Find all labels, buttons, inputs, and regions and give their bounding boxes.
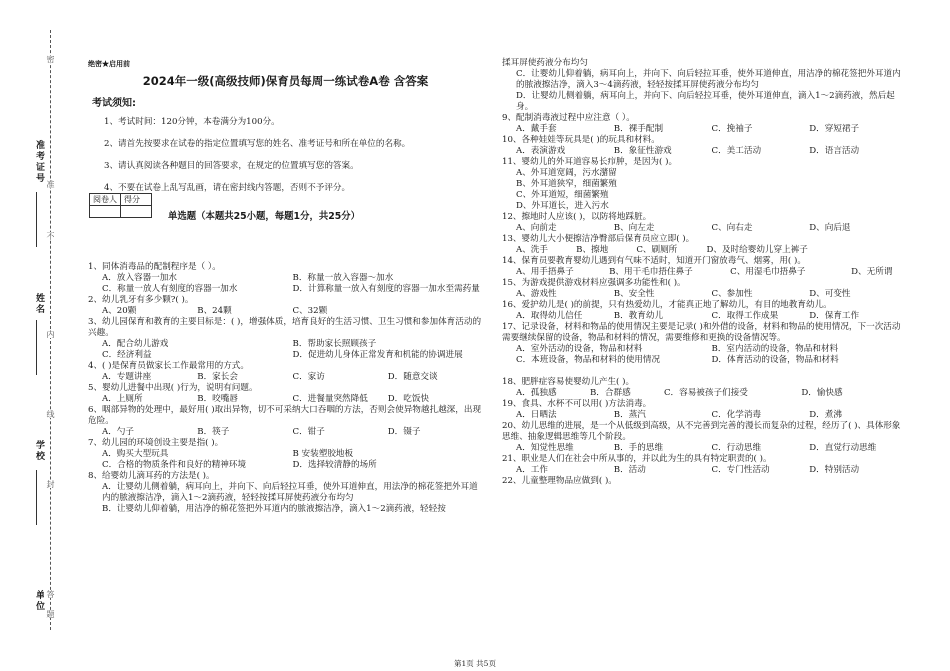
option-group	[88, 339, 483, 361]
option: B．帮助家长照顾孩子	[292, 339, 377, 349]
option: D．选择较清静的场所	[292, 460, 377, 470]
option: A．知觉性思维	[516, 443, 574, 453]
option-group	[502, 344, 907, 366]
option: A．上厕所	[102, 394, 143, 404]
option: A．戴手套	[516, 124, 557, 134]
option: D．体育活动的设备，物品和材料	[711, 355, 839, 365]
option: A．表演游戏	[516, 146, 566, 156]
option: C．钳子	[292, 427, 325, 437]
question: 11、婴幼儿的外耳道容易长疖肿，是因为( )。	[502, 157, 678, 167]
option: B．家长会	[197, 372, 238, 382]
option: A、洗手	[516, 245, 548, 255]
option: D．促进幼儿身体正常发育和机能的协调进展	[292, 350, 463, 360]
option: A、20颗	[102, 306, 137, 316]
option: A．专题讲座	[102, 372, 152, 382]
question: 6、咽部异物的处理中，最好用( )取出异物，切不可采纳大口吞咽的方法，否则会使异物越扎越深，出现危险。	[88, 405, 482, 426]
question-continuation: 揉耳屏使药液分布均匀	[502, 58, 588, 68]
option: A．室外活动的设备，物品和材料	[516, 344, 643, 354]
option: D．让婴幼儿侧着躺，病耳向上，并向下、向后轻拉耳垂，使外耳道伸直，滴入1～2滴药液，然后起身。	[516, 91, 895, 112]
option: B、擦地	[576, 245, 609, 255]
option: C．称量一放人有刻度的容器一加水	[102, 284, 238, 294]
option: B、24颗	[197, 306, 232, 316]
question: 13、婴幼儿大小便擦洁净臀部后保育员应立即( )。	[502, 234, 695, 244]
option: C．专门性活动	[711, 465, 770, 475]
option: A．孤独感	[516, 388, 557, 398]
option: A、向前走	[516, 223, 557, 233]
name-blank	[36, 320, 39, 375]
option: A．让婴幼儿侧着躺，病耳向上，并向下、向后轻拉耳垂，使外耳道伸直，用法净的棉花签把外耳道内的脓液擦洁净，滴入1～2滴药液，轻轻按揉耳屏使药液分布均匀	[102, 482, 478, 503]
option: C．美工活动	[711, 146, 762, 156]
option: B．咬嘴唇	[197, 394, 238, 404]
question: 7、幼儿园的环境创设主要是指( )。	[88, 438, 224, 448]
option-group	[502, 223, 907, 234]
option-group	[502, 465, 907, 476]
option: C．取得工作成果	[711, 311, 779, 321]
score-label: 得分	[121, 194, 152, 206]
section-heading: 单选题（本题共25小题，每题1分，共25分）	[168, 211, 360, 222]
right-column	[502, 58, 907, 487]
page-title: 2024年一级(高级技师)保育员每周一练试卷A卷 含答案	[142, 74, 429, 88]
option-group	[88, 372, 483, 383]
option-group	[502, 410, 907, 421]
option: C．进餐量突然降低	[292, 394, 368, 404]
option: A．购买大型玩具	[102, 449, 169, 459]
option-group	[88, 427, 483, 438]
question: 3、幼儿园保育和教育的主要目标是：( )，增强体质，培育良好的生活习惯、卫生习惯和参加体育活动的兴趣。	[88, 317, 482, 338]
option: C．家访	[292, 372, 325, 382]
seal-mark: 不	[46, 232, 55, 240]
left-column	[88, 262, 483, 515]
notice-item: 3、请认真阅读各种题目的回答要求，在规定的位置填写您的答案。	[104, 161, 359, 171]
option: D、外耳道长，进入污水	[516, 201, 609, 211]
option: B、外耳道狭窄，细菌繁殖	[516, 179, 617, 189]
option: C、32颗	[292, 306, 328, 316]
question: 17、记录设备，材料和物品的使用情况主要是记录( )和外借的设备，材料和物品的使用情况，下一次活动需要继续保留的设备，物品和材料的情况，需要维修和更换的设备情况等。	[502, 322, 901, 343]
option-group	[502, 267, 907, 278]
option: D．语言活动	[809, 146, 860, 156]
notice-list	[104, 117, 484, 205]
option: A、外耳道宽阔，污水潴留	[516, 168, 617, 178]
secret-mark: 绝密★启用前	[88, 59, 130, 68]
option: A．配合幼儿游戏	[102, 339, 169, 349]
option-group	[502, 168, 907, 212]
option-group	[502, 388, 907, 399]
option-group	[88, 449, 483, 471]
option: A．勺子	[102, 427, 134, 437]
question: 16、爱护幼儿是( )的前提，只有热爱幼儿，才能真正地了解幼儿，有目的地教育幼儿。	[502, 300, 832, 310]
option: A．工作	[516, 465, 548, 475]
question: 22、儿童整理物品应做到( )。	[502, 476, 617, 486]
option: A、用手捂鼻子	[516, 267, 574, 277]
binding-margin	[0, 0, 70, 671]
option-group	[502, 289, 907, 300]
question: 5、婴幼儿进餐中出现( )行为，说明有问题。	[88, 383, 258, 393]
option: A、游戏性	[516, 289, 557, 299]
exam-number-label: 准考证号	[34, 140, 44, 184]
option: C．容易被孩子们接受	[663, 388, 748, 398]
option: B．活动	[613, 465, 646, 475]
option: B、安全性	[613, 289, 655, 299]
option: D．煮沸	[809, 410, 842, 420]
question: 8、给婴幼儿滴耳药的方法是( )。	[88, 471, 215, 481]
question: 21、职业是人们在社会中所从事的，并以此为生的具有特定职责的( )。	[502, 454, 772, 464]
option: B．象征性游戏	[613, 146, 672, 156]
option: A．放入容器一加水	[102, 273, 177, 283]
option: C、外耳道短，细菌繁殖	[516, 190, 609, 200]
question: 1、同体消毒品的配制程序是（ ）。	[88, 262, 221, 272]
option: C、用湿毛巾捂鼻子	[730, 267, 806, 277]
school-blank	[36, 470, 39, 525]
option: C．挽袖子	[711, 124, 753, 134]
option: C、刷厕所	[636, 245, 678, 255]
question: 4、( )是保育员做家长工作最常用的方式。	[88, 361, 249, 371]
grader-cell[interactable]	[90, 206, 121, 218]
option: B．称量一放入容器～加水	[292, 273, 394, 283]
option-group	[88, 394, 483, 405]
option: C．让婴幼儿仰着躺，病耳向上，并向下、向后轻拉耳垂，使外耳道伸直，用洁净的棉花签把外耳道内的脓液擦洁净，滴入3～4滴药液，轻轻按揉耳屏使药液分布均匀	[516, 69, 901, 90]
question: 15、为游戏提供游戏材料应强调多功能性和( )。	[502, 278, 686, 288]
option-group	[502, 245, 907, 256]
grader-label: 阅卷人	[90, 194, 121, 206]
option: C．合格的物质条件和良好的精神环境	[102, 460, 247, 470]
option: B．教育幼儿	[613, 311, 664, 321]
option-group	[502, 124, 907, 135]
page-footer: 第1页 共5页	[454, 659, 496, 668]
option: B．蒸汽	[613, 410, 646, 420]
option-group	[502, 443, 907, 454]
score-cell[interactable]	[121, 206, 152, 218]
option: B 安装塑胶地板	[292, 449, 354, 459]
option-group	[502, 146, 907, 157]
notice-title: 考试须知:	[92, 98, 136, 109]
option: B．室内活动的设备，物品和材料	[711, 344, 839, 354]
option: D．吃饭快	[387, 394, 430, 404]
notice-item: 1、考试时间：120分钟，本卷满分为100分。	[104, 117, 280, 127]
option: C、向右走	[711, 223, 753, 233]
option: D．特别活动	[809, 465, 860, 475]
option: C、参加性	[711, 289, 753, 299]
question: 20、幼儿思维的进展，是一个从低级到高级，从不完善到完善的漫长而复杂的过程，经历了( )、具体形象思维、抽象逻辑思维等几个阶段。	[502, 421, 901, 442]
question: 12、擦地时人应该( )，以防将地踩脏。	[502, 212, 652, 222]
option: B、用干毛巾捂住鼻子	[609, 267, 693, 277]
option: C．本班设备，物品和材料的使用情况	[516, 355, 661, 365]
option: D．穿短裙子	[809, 124, 860, 134]
option-group	[88, 306, 483, 317]
option: B．裸手配制	[613, 124, 664, 134]
question: 2、幼儿乳牙有多少颗?( )。	[88, 295, 194, 305]
seal-mark: 线	[46, 410, 55, 418]
option: D、可变性	[809, 289, 851, 299]
seal-mark: 封	[46, 480, 55, 488]
option-group	[88, 273, 483, 295]
seal-mark: 答	[46, 590, 55, 598]
option: C．经济利益	[102, 350, 152, 360]
unit-label: 单位	[34, 590, 44, 612]
option: D、及时给婴幼儿穿上裤子	[706, 245, 808, 255]
option: D、向后退	[809, 223, 851, 233]
notice-item: 4、不要在试卷上乱写乱画，请在密封线内答题，否则不予评分。	[104, 183, 351, 193]
option: D、无所谓	[851, 267, 893, 277]
option: D．计算称量一放入有刻度的容器一加水至需药量	[292, 284, 480, 294]
option: B．让婴幼儿仰着躺，用洁净的棉花签把外耳道内的脓液擦洁净，滴入1～2滴药液，轻轻按	[102, 504, 446, 514]
option: B．筷子	[197, 427, 230, 437]
option: B．手的思维	[613, 443, 664, 453]
option: D．直觉行动思维	[809, 443, 877, 453]
school-label: 学校	[34, 440, 44, 462]
question: 18、肥胖症容易使婴幼儿产生( )。	[502, 377, 635, 387]
option: A．日晒法	[516, 410, 557, 420]
option: D．随意交谈	[387, 372, 438, 382]
option: B．合群感	[589, 388, 631, 398]
name-label: 姓名	[34, 293, 44, 315]
seal-mark: 内	[46, 330, 55, 338]
option: D．镊子	[387, 427, 421, 437]
question: 19、食具、水杯不可以用( )方法消毒。	[502, 399, 652, 409]
question: 10、各种娃娃等玩具是( )的玩具和材料。	[502, 135, 660, 145]
option: A．取得幼儿信任	[516, 311, 583, 321]
question: 9、配制消毒液过程中应注意（ ）。	[502, 113, 635, 123]
seal-mark: 密	[46, 55, 55, 63]
score-table	[89, 193, 152, 218]
exam-number-blank	[36, 192, 39, 247]
option-group	[502, 311, 907, 322]
option: B、向左走	[613, 223, 655, 233]
option: D．保育工作	[809, 311, 860, 321]
seal-mark: 准	[46, 180, 55, 188]
option: C．行动思维	[711, 443, 762, 453]
notice-item: 2、请首先按要求在试卷的指定位置填写您的姓名、准考证号和所在单位的名称。	[104, 139, 411, 149]
option: C．化学消毒	[711, 410, 762, 420]
option: D．愉快感	[801, 388, 843, 398]
seal-mark: 题	[46, 610, 55, 618]
question: 14、保育员要教育婴幼儿遇到有气味不适时，知道开门窗放毒气、烟雾，用( )。	[502, 256, 806, 266]
